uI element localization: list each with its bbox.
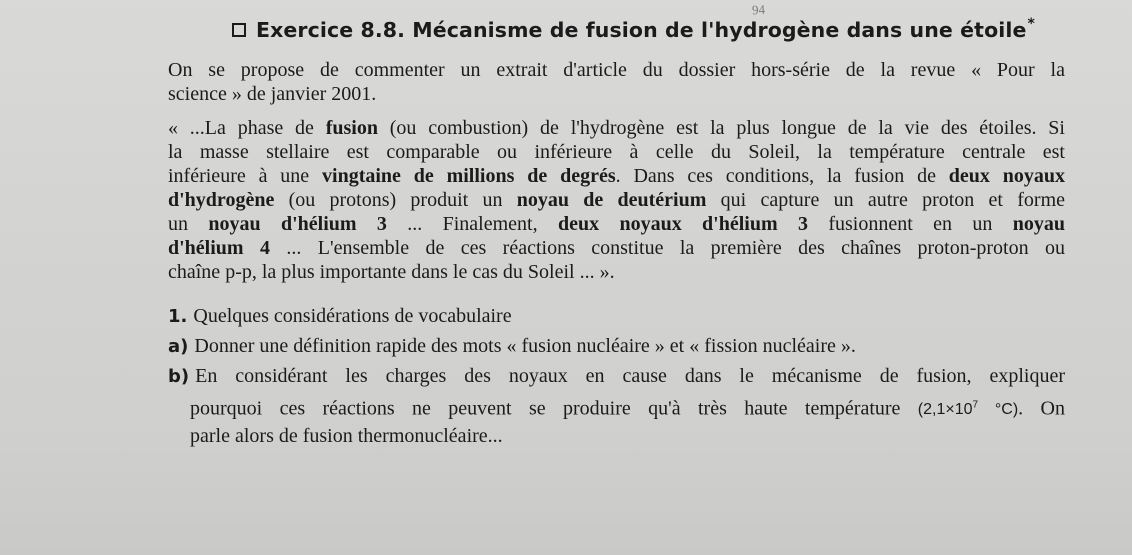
exercise-title-row — [232, 18, 1035, 42]
quote-line-3: inférieure à une vingtaine de millions de degrés. Dans ces conditions, la fusion de deux noyaux — [168, 165, 1066, 187]
intro-line-1: On se propose de commenter un extrait d'article du dossier hors-série de la revue « Pour la — [168, 59, 1065, 81]
title-footnote-star: * — [1027, 16, 1035, 32]
quote-line-4: d'hydrogène (ou protons) produit un noyau de deutérium qui capture un autre proton et forme — [168, 189, 1066, 211]
question-1a: a) Donner une définition rapide des mots « fusion nucléaire » et « fission nucléaire ». — [168, 335, 856, 357]
question-letter-a: a) — [168, 336, 189, 357]
quote-line-7: chaîne p-p, la plus importante dans le cas du Soleil ... ». — [168, 261, 615, 283]
quote-line-2: la masse stellaire est comparable ou inférieure à celle du Soleil, la température centrale est — [168, 141, 1065, 163]
temperature-value: ($2,1\times 10^7$ °C) — [917, 400, 1019, 419]
quote-line-6: d'hélium 4 ... L'ensemble de ces réactions constitue la première des chaînes proton-proton ou — [168, 237, 1065, 259]
page-number: 94 — [751, 1, 766, 18]
question-1b-line-3: parle alors de fusion thermonucléaire... — [190, 425, 503, 447]
question-1-heading: 1. Quelques considérations de vocabulaire — [168, 305, 512, 327]
question-1b-line-2: pourquoi ces réactions ne peuvent se produire qu'à très haute température ($2,1\times 10^7$ °C). On — [190, 397, 1065, 420]
checkbox-icon[interactable] — [232, 23, 246, 37]
intro-line-2: science » de janvier 2001. — [168, 83, 377, 105]
quote-line-5: un noyau d'hélium 3 ... Finalement, deux noyaux d'hélium 3 fusionnent en un noyau — [168, 213, 1065, 235]
question-letter-b: b) — [168, 366, 190, 387]
exercise-title: Exercice 8.8. Mécanisme de fusion de l'hydrogène dans une étoile — [256, 18, 1027, 42]
question-1b-line-1: b) En considérant les charges des noyaux en cause dans le mécanisme de fusion, expliquer — [168, 365, 1065, 387]
quote-line-1: « ...La phase de fusion (ou combustion) de l'hydrogène est la plus longue de la vie des étoiles. Si — [168, 117, 1065, 139]
question-number: 1. — [168, 306, 188, 327]
